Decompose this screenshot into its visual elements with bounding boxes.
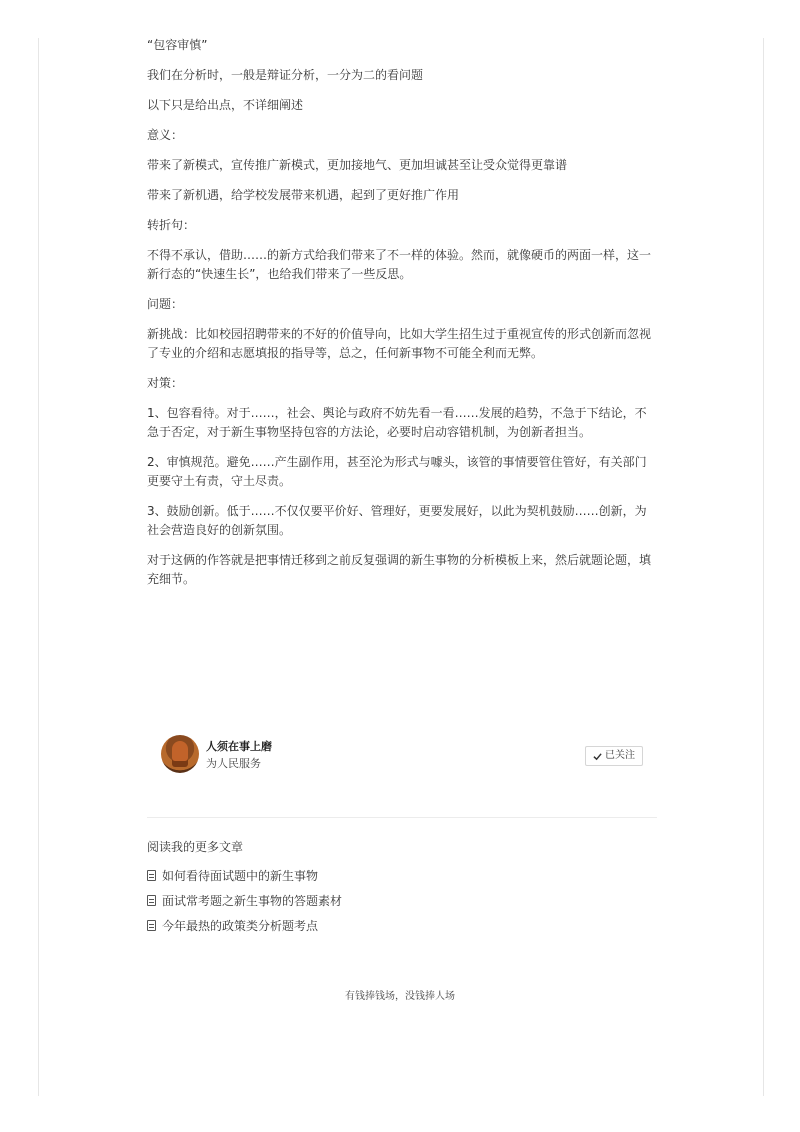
document-icon bbox=[147, 870, 156, 881]
article-paragraph: 对于这俩的作答就是把事情迁移到之前反复强调的新生事物的分析模板上来，然后就题论题，填充细节。 bbox=[147, 553, 652, 586]
article-paragraph: “包容审慎” bbox=[147, 38, 208, 52]
more-article-link[interactable] bbox=[147, 888, 657, 913]
author-name[interactable]: 人须在事上磨 bbox=[206, 740, 272, 753]
more-article-link[interactable] bbox=[147, 863, 657, 888]
follow-button[interactable] bbox=[585, 746, 643, 766]
article-paragraph: 转折句： bbox=[147, 218, 196, 232]
footer-text: 有钱捧钱场，没钱捧人场 bbox=[345, 991, 455, 1002]
article-paragraph: 3、鼓励创新。低于……不仅仅要平价好、管理好，更要发展好，以此为契机鼓励……创新，为社会营造良好的创新氛围。 bbox=[147, 504, 647, 537]
more-articles-title: 阅读我的更多文章 bbox=[147, 840, 244, 854]
article-paragraph: 带来了新机遇，给学校发展带来机遇，起到了更好推广作用 bbox=[147, 188, 460, 202]
more-article-link[interactable] bbox=[147, 913, 657, 938]
article-paragraph: 以下只是给出点，不详细阐述 bbox=[147, 98, 304, 112]
article-paragraph: 问题： bbox=[147, 297, 184, 311]
check-icon bbox=[593, 752, 602, 761]
more-article-title: 面试常考题之新生事物的答题素材 bbox=[162, 894, 343, 908]
document-icon bbox=[147, 895, 156, 906]
article-body bbox=[147, 36, 657, 600]
article-paragraph: 带来了新模式，宣传推广新模式，更加接地气、更加坦诚甚至让受众觉得更靠谱 bbox=[147, 158, 568, 172]
article-paragraph: 对策： bbox=[147, 376, 184, 390]
divider bbox=[147, 817, 657, 818]
article-paragraph: 新挑战：比如校园招聘带来的不好的价值导向，比如大学生招生过于重视宣传的形式创新而忽视了专业的介绍和志愿填报的指导等，总之，任何新事物不可能全利而无弊。 bbox=[147, 327, 652, 360]
article-paragraph: 1、包容看待。对于……，社会、舆论与政府不妨先看一看……发展的趋势，不急于下结论，不急于否定，对于新生事物坚持包容的方法论，必要时启动容错机制，为创新者担当。 bbox=[147, 406, 647, 439]
more-article-title: 今年最热的政策类分析题考点 bbox=[162, 919, 319, 933]
author-card bbox=[161, 735, 643, 777]
more-articles-list bbox=[147, 863, 657, 938]
article-paragraph: 意义： bbox=[147, 128, 184, 142]
article-paragraph: 我们在分析时，一般是辩证分析，一分为二的看问题 bbox=[147, 68, 424, 82]
more-article-title: 如何看待面试题中的新生事物 bbox=[162, 869, 319, 883]
author-bio: 为人民服务 bbox=[206, 757, 261, 770]
article-paragraph: 2、审慎规范。避免……产生副作用，甚至沦为形式与噱头，该管的事情要管住管好，有关部门更要守土有责，守土尽责。 bbox=[147, 455, 647, 488]
follow-label: 已关注 bbox=[605, 750, 635, 761]
avatar-figure bbox=[172, 741, 188, 767]
article-paragraph: 不得不承认，借助……的新方式给我们带来了不一样的体验。然而，就像硬币的两面一样，这一新行态的“快速生长”，也给我们带来了一些反思。 bbox=[147, 248, 652, 281]
document-icon bbox=[147, 920, 156, 931]
avatar[interactable] bbox=[161, 735, 199, 773]
